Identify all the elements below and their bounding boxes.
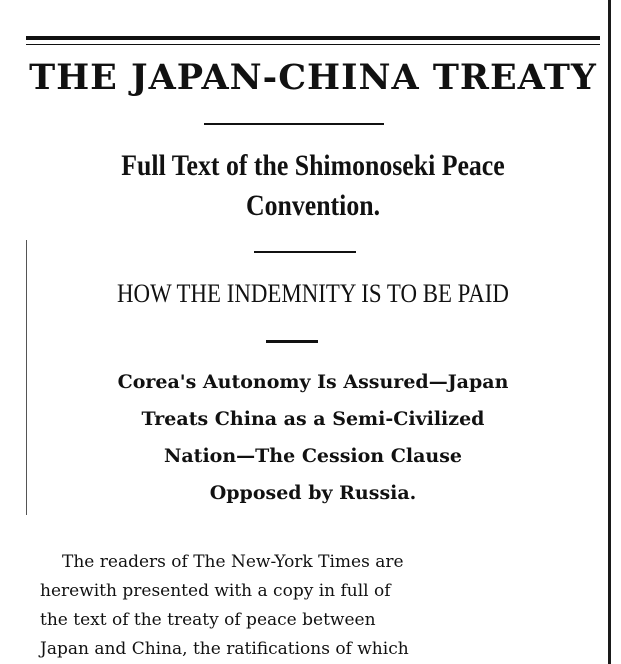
body-line: the text of the treaty of peace between bbox=[40, 610, 376, 630]
headline: THE JAPAN-CHINA TREATY bbox=[29, 57, 597, 98]
divider-rule bbox=[254, 251, 356, 253]
subheadline: Full Text of the Shimonoseki Peace Convention. bbox=[121, 149, 505, 222]
summary-deck-line: Treats China as a Semi-Civilized bbox=[141, 408, 485, 430]
divider-rule bbox=[266, 340, 318, 343]
column-rule-left bbox=[26, 240, 27, 515]
summary-deck-line: Opposed by Russia. bbox=[209, 482, 417, 504]
column-rule-right bbox=[608, 0, 611, 664]
secondary-headline: HOW THE INDEMNITY IS TO BE PAID bbox=[117, 279, 509, 308]
top-rule-thin bbox=[26, 44, 600, 45]
summary-deck-line: Corea's Autonomy Is Assured—Japan bbox=[117, 371, 509, 393]
top-rule-thick bbox=[26, 36, 600, 40]
body-line: The readers of The New-York Times are bbox=[62, 552, 404, 572]
body-line: Japan and China, the ratifications of which bbox=[40, 639, 409, 659]
article-body bbox=[40, 548, 600, 664]
divider-rule bbox=[204, 123, 384, 125]
summary-deck-line: Nation—The Cession Clause bbox=[164, 445, 462, 467]
body-line: herewith presented with a copy in full of bbox=[40, 581, 391, 601]
summary-deck bbox=[32, 364, 594, 512]
